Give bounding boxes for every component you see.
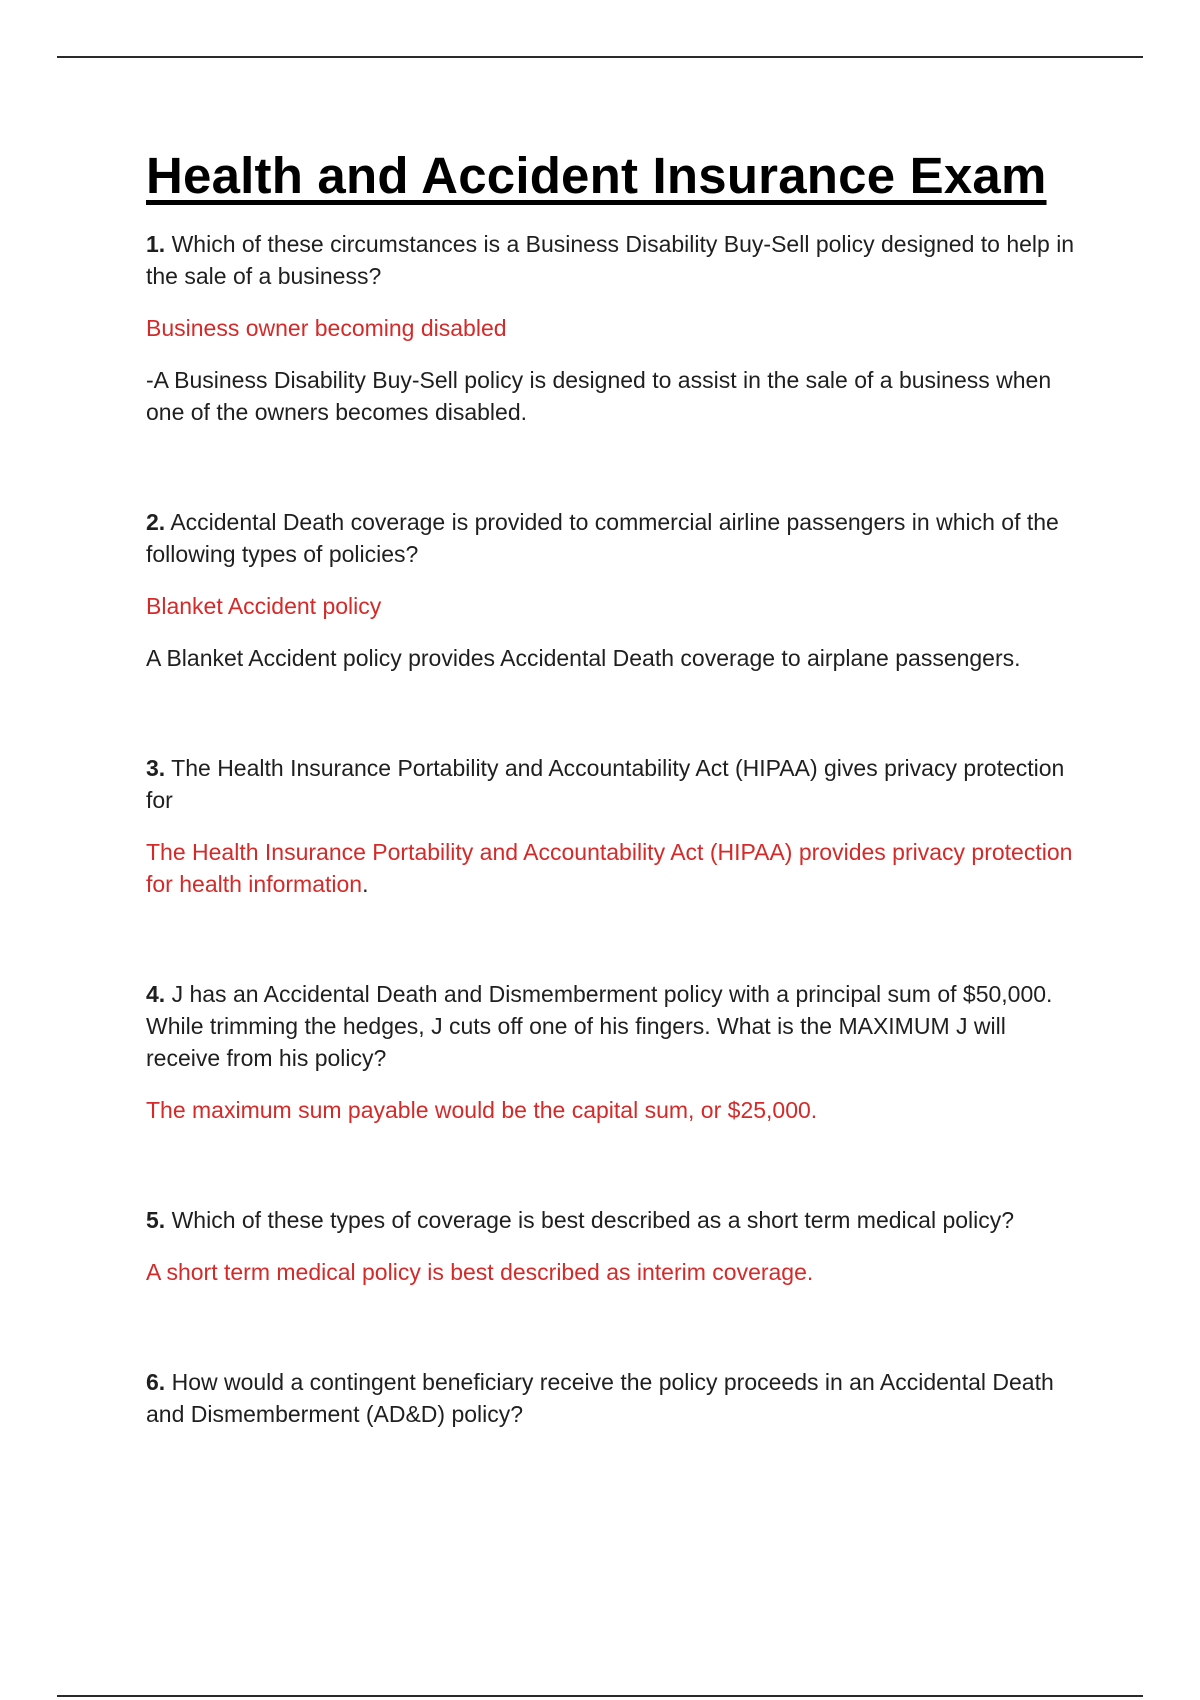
bottom-rule bbox=[57, 1695, 1143, 1697]
exam-page bbox=[146, 138, 1081, 1430]
top-rule bbox=[57, 56, 1143, 58]
question-block-2 bbox=[146, 506, 1081, 674]
question-block-1 bbox=[146, 228, 1081, 428]
question-text: 2. Accidental Death coverage is provided to commercial airline passengers in which of the following types of policies? bbox=[146, 509, 1059, 567]
page-title: Health and Accident Insurance Exam bbox=[146, 147, 1047, 204]
answer-text: The Health Insurance Portability and Accountability Act (HIPAA) provides privacy protection for health information. bbox=[146, 839, 1073, 897]
question-text: 5. Which of these types of coverage is best described as a short term medical policy? bbox=[146, 1207, 1015, 1233]
question-text: 3. The Health Insurance Portability and Accountability Act (HIPAA) gives privacy protection for bbox=[146, 755, 1065, 813]
question-number: 3. bbox=[146, 755, 166, 781]
answer-text: Business owner becoming disabled bbox=[146, 315, 507, 341]
answer-text: The maximum sum payable would be the capital sum, or $25,000. bbox=[146, 1097, 818, 1123]
question-block-5 bbox=[146, 1204, 1081, 1288]
question-text: 6. How would a contingent beneficiary receive the policy proceeds in an Accidental Death and Dismemberment (AD&D) policy? bbox=[146, 1369, 1054, 1427]
question-block-4 bbox=[146, 978, 1081, 1126]
question-text: 1. Which of these circumstances is a Business Disability Buy-Sell policy designed to help in the sale of a business? bbox=[146, 231, 1075, 289]
answer-text: A short term medical policy is best described as interim coverage. bbox=[146, 1259, 814, 1285]
question-block-6 bbox=[146, 1366, 1081, 1430]
question-number: 6. bbox=[146, 1369, 166, 1395]
explanation-text: -A Business Disability Buy-Sell policy is designed to assist in the sale of a business when one of the owners becomes disabled. bbox=[146, 367, 1052, 425]
answer-text: Blanket Accident policy bbox=[146, 593, 382, 619]
question-number: 4. bbox=[146, 981, 166, 1007]
question-text: 4. J has an Accidental Death and Dismemberment policy with a principal sum of $50,000. While trimming the hedges, J cuts off one of his fingers. What is the MAXIMUM J will receive from his policy? bbox=[146, 981, 1053, 1071]
question-number: 1. bbox=[146, 231, 166, 257]
question-number: 2. bbox=[146, 509, 166, 535]
explanation-text: A Blanket Accident policy provides Accidental Death coverage to airplane passengers. bbox=[146, 645, 1021, 671]
question-number: 5. bbox=[146, 1207, 166, 1233]
question-block-3 bbox=[146, 752, 1081, 900]
